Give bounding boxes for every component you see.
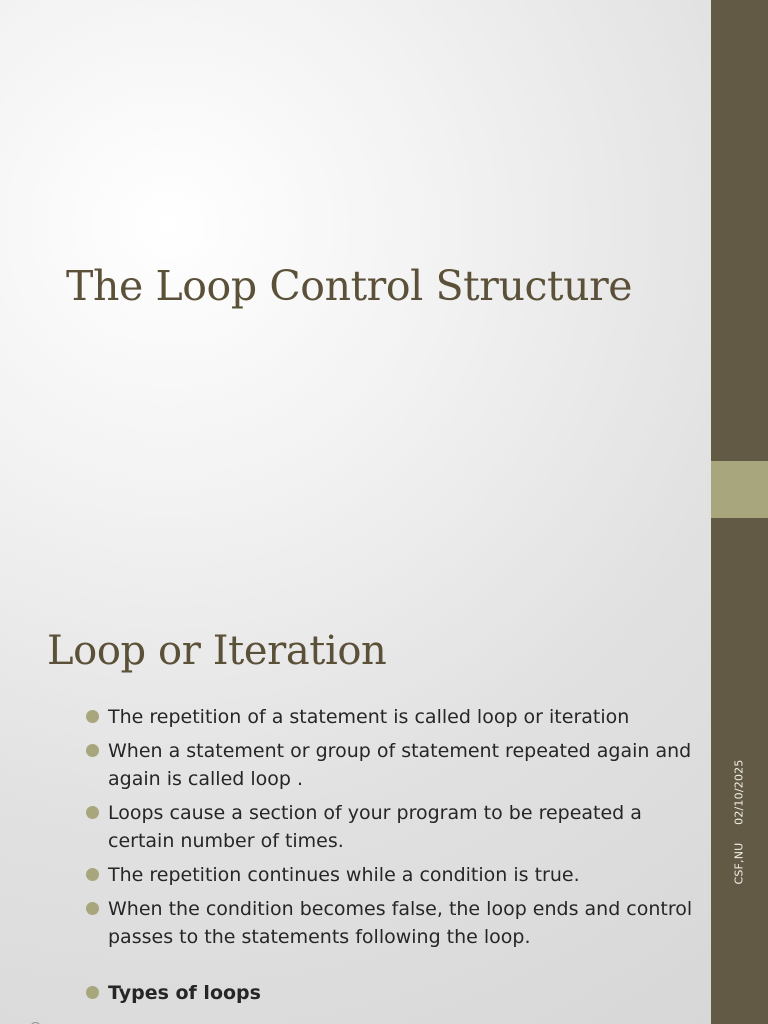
bullet-text: Types of loops	[108, 982, 261, 1004]
bullet-dot-icon	[86, 806, 99, 819]
bullet-dot-icon	[86, 744, 99, 757]
sidebar	[711, 0, 768, 1024]
bullet-dot-icon	[86, 868, 99, 881]
bullet-text: The repetition of a statement is called loop or iteration	[108, 706, 630, 728]
bullet-dot-icon	[86, 710, 99, 723]
bullet-dot-icon	[86, 986, 99, 999]
bullet-text: The repetition continues while a condition is true.	[108, 864, 580, 886]
slide-heading: Loop or Iteration	[47, 628, 387, 674]
bullet-item	[84, 895, 711, 951]
bullet-dot-icon	[86, 902, 99, 915]
bullet-text: When a statement or group of statement repeated again and again is called loop .	[108, 740, 692, 790]
bullet-item	[84, 799, 711, 855]
slide-footer	[733, 759, 746, 884]
footer-date: 02/10/2025	[732, 759, 746, 825]
slide-title: The Loop Control Structure	[66, 262, 633, 310]
content-slide	[0, 580, 711, 1024]
bullet-text: When the condition becomes false, the loop ends and control passes to the statements following the loop.	[108, 898, 693, 948]
bullet-item-types	[84, 979, 711, 1007]
footer-label: CSF,NU	[732, 842, 746, 885]
bullet-item	[84, 703, 711, 731]
bullet-text: Loops cause a section of your program to be repeated a certain number of times.	[108, 802, 642, 852]
bullet-item	[84, 737, 711, 793]
sidebar-accent-block	[711, 461, 768, 518]
bullet-list	[84, 703, 711, 1013]
bullet-item	[84, 861, 711, 889]
